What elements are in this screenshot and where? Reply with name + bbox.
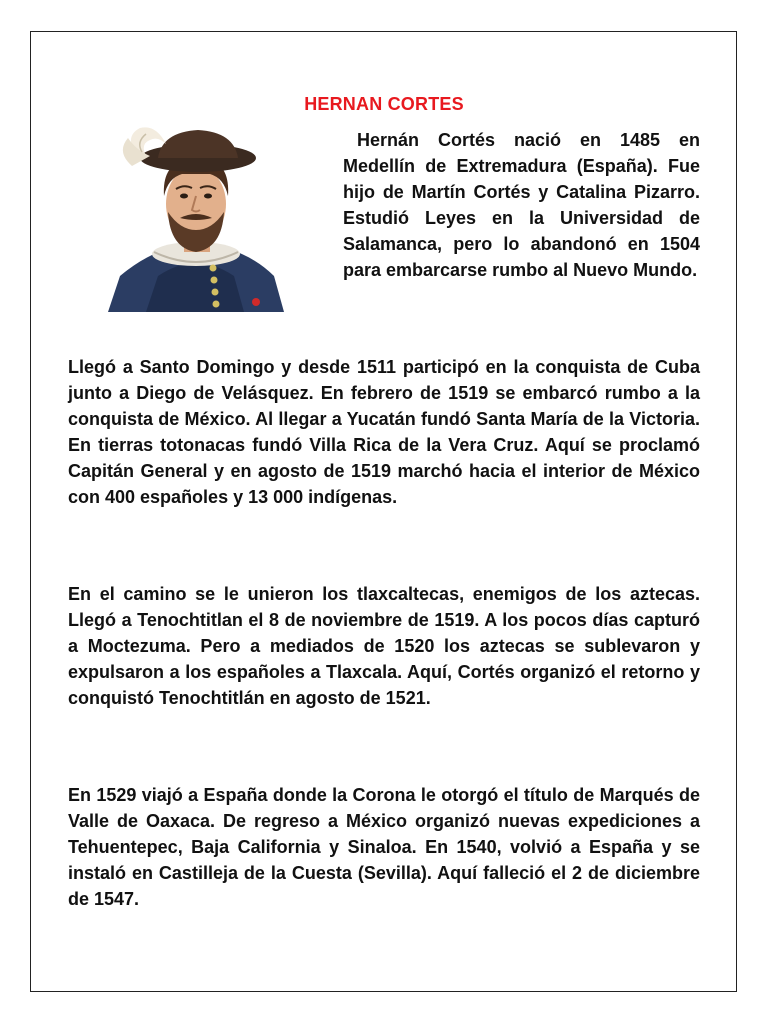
page-title: HERNAN CORTES	[304, 94, 464, 114]
hernan-cortes-portrait	[106, 126, 286, 312]
body-paragraph-3: En 1529 viajó a España donde la Corona le otorgó el título de Marqués de Valle de Oaxaca. De regreso a México organizó nuevas expediciones a Tehuentepec, Baja California y Sinaloa. En 1540, volvió a España y se instaló en Castilleja de la Cuesta (Sevilla). Aquí falleció el 2 de diciembre de 1547.	[68, 785, 700, 909]
intro-paragraph: Hernán Cortés nació en 1485 en Medellín de Extremadura (España). Fue hijo de Martín Cortés y Catalina Pizarro. Estudió Leyes en la Universidad de Salamanca, pero lo abandonó en 1504 para embarcarse rumbo al Nuevo Mundo.	[343, 130, 700, 280]
body-paragraph-2: En el camino se le unieron los tlaxcaltecas, enemigos de los aztecas. Llegó a Tenochtitlan el 8 de noviembre de 1519. A los pocos días capturó a Moctezuma. Pero a mediados de 1520 los aztecas se sublevaron y expulsaron a los españoles a Tlaxcala. Aquí, Cortés organizó el retorno y conquistó Tenochtitlán en agosto de 1521.	[68, 584, 700, 708]
body-paragraph-1: Llegó a Santo Domingo y desde 1511 participó en la conquista de Cuba junto a Diego de Velásquez. En febrero de 1519 se embarcó rumbo a la conquista de México. Al llegar a Yucatán fundó Santa María de la Victoria. En tierras totonacas fundó Villa Rica de la Vera Cruz. Aquí se proclamó Capitán General y en agosto de 1519 marchó hacia el interior de México con 400 españoles y 13 000 indígenas.	[68, 357, 700, 507]
